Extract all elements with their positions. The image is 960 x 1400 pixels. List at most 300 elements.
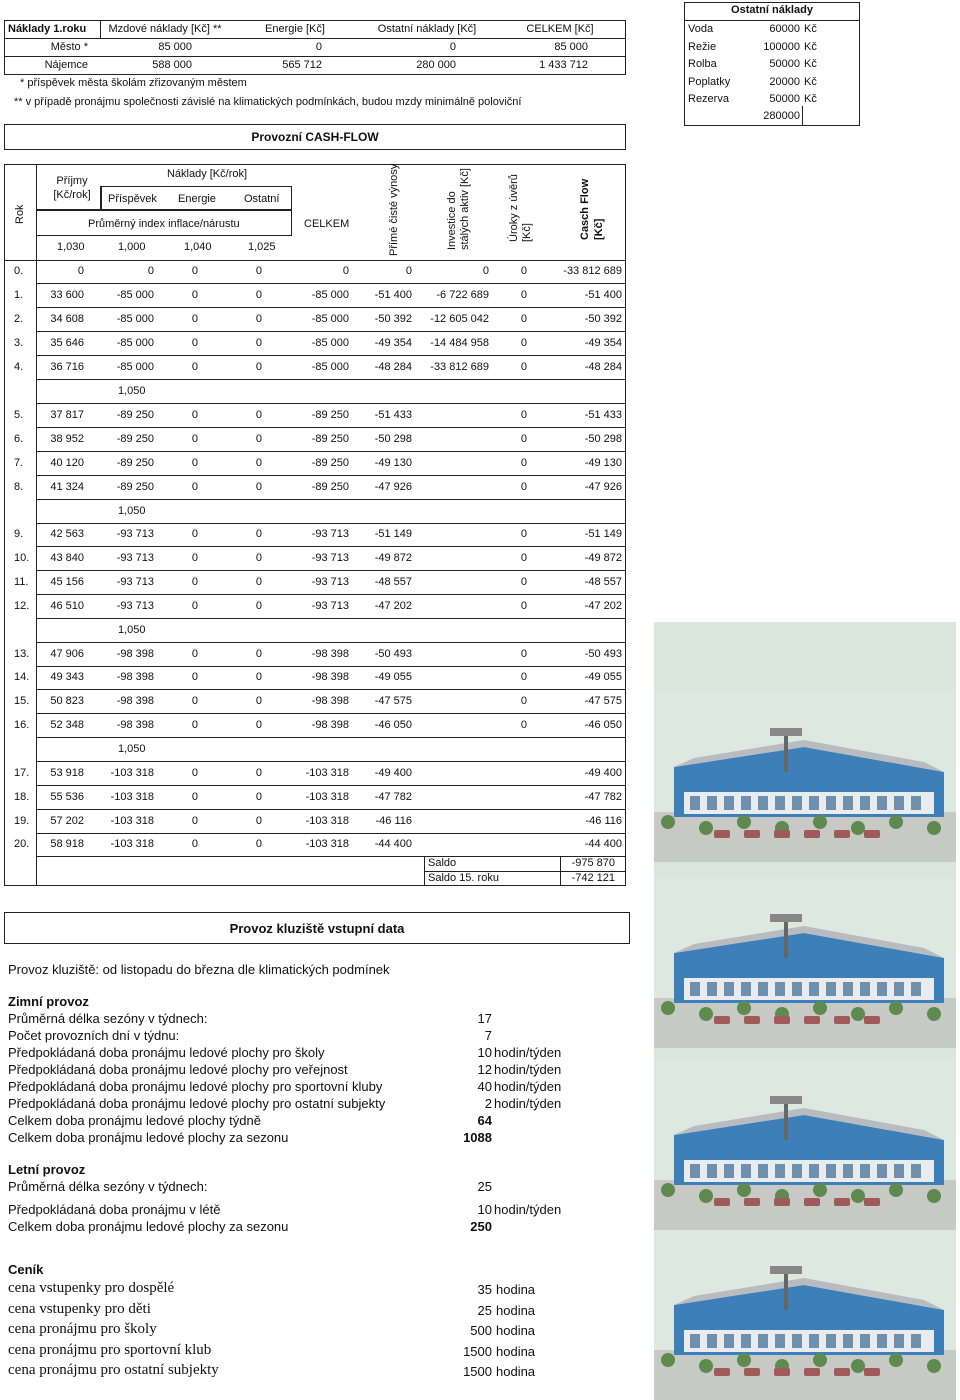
cashflow-cell: 0 xyxy=(191,361,198,373)
summary-cell: 0 xyxy=(315,41,322,53)
header-index-value: 1,000 xyxy=(118,241,146,253)
cashflow-cell: -51 433 xyxy=(584,409,622,421)
cashflow-cell: 0 xyxy=(255,695,262,707)
cashflow-row-line xyxy=(36,833,626,834)
cashflow-cell: -6 722 689 xyxy=(436,289,489,301)
cashflow-cell: 0 xyxy=(520,648,527,660)
other-costs-unit: Kč xyxy=(804,93,817,106)
cashflow-cell: -47 926 xyxy=(584,481,622,493)
cashflow-cell: -89 250 xyxy=(116,457,154,469)
header-index-value: 1,030 xyxy=(57,241,85,253)
summary-cell: 565 712 xyxy=(282,59,322,71)
cashflow-cell: 0 xyxy=(520,528,527,540)
cashflow-cell: -93 713 xyxy=(116,528,154,540)
cashflow-cell: -93 713 xyxy=(116,600,154,612)
cashflow-cell: 0 xyxy=(191,528,198,540)
cashflow-row-line xyxy=(36,355,626,356)
pricelist-row-label: cena pronájmu pro sportovní klub xyxy=(8,1341,212,1358)
cashflow-cell: -89 250 xyxy=(311,481,349,493)
cashflow-cell: 0 xyxy=(191,576,198,588)
cashflow-cell: 0 xyxy=(191,648,198,660)
cashflow-cell: -49 354 xyxy=(584,337,622,349)
other-costs-label: Poplatky xyxy=(688,75,731,88)
cashflow-row-line xyxy=(36,546,626,547)
winter-row-label: Počet provozních dní v týdnu: xyxy=(8,1028,180,1043)
cashflow-row-line xyxy=(36,809,626,810)
cashflow-cell: 13. xyxy=(14,648,30,660)
cashflow-mid-index: 1,050 xyxy=(118,385,146,397)
cashflow-cell: -93 713 xyxy=(311,576,349,588)
cashflow-cell: 36 716 xyxy=(50,361,84,373)
header-index: Průměrný index inflace/nárustu xyxy=(88,218,240,230)
winter-row-unit: hodin/týden xyxy=(494,1079,562,1094)
cashflow-cell: -85 000 xyxy=(116,361,154,373)
summary-cell: 280 000 xyxy=(416,59,456,71)
cashflow-row-line xyxy=(36,523,626,524)
cashflow-cell: -51 433 xyxy=(374,409,412,421)
header-prijmy-sub-box xyxy=(36,186,102,210)
cashflow-cell: -98 398 xyxy=(116,648,154,660)
winter-row-unit: hodin/týden xyxy=(494,1045,562,1060)
winter-row-unit: hodin/týden xyxy=(494,1062,562,1077)
summary-cell: 1 433 712 xyxy=(539,59,588,71)
pricelist-row-unit: hodina xyxy=(496,1323,536,1338)
cashflow-cell: -89 250 xyxy=(311,433,349,445)
cashflow-cell: -98 398 xyxy=(116,695,154,707)
cashflow-mid-index: 1,050 xyxy=(118,505,146,517)
cashflow-cell: 16. xyxy=(14,719,30,731)
cashflow-cell: -103 318 xyxy=(305,838,349,850)
other-costs-total-line xyxy=(802,106,803,126)
cashflow-cell: -89 250 xyxy=(311,457,349,469)
cashflow-cell: -47 202 xyxy=(584,600,622,612)
cashflow-cell: 0 xyxy=(255,648,262,660)
cashflow-row-line xyxy=(36,475,626,476)
cashflow-row-line xyxy=(36,713,626,714)
other-costs-unit: Kč xyxy=(804,40,817,53)
summary-header-4: CELKEM [Kč] xyxy=(526,23,594,35)
input-title-box xyxy=(4,912,630,944)
cashflow-cell: 0 xyxy=(191,265,198,277)
cashflow-cell: -47 782 xyxy=(584,791,622,803)
cashflow-cell: -85 000 xyxy=(311,337,349,349)
cashflow-cell: -103 318 xyxy=(110,767,154,779)
cashflow-cell: 0 xyxy=(191,289,198,301)
building-render xyxy=(654,692,956,862)
cashflow-cell: 0 xyxy=(520,289,527,301)
cashflow-cell: -103 318 xyxy=(305,767,349,779)
winter-row-value: 12 xyxy=(477,1062,492,1077)
cashflow-row-line xyxy=(36,379,626,380)
other-costs-value: 60000 xyxy=(769,23,800,35)
winter-total-week-value: 64 xyxy=(477,1113,492,1128)
summer-row-value: 25 xyxy=(477,1179,492,1194)
cashflow-cell: 14. xyxy=(14,671,30,683)
other-costs-value: 50000 xyxy=(769,58,800,71)
cashflow-cell: -103 318 xyxy=(305,815,349,827)
summer-total-season-label: Celkem doba pronájmu ledové plochy za sezonu xyxy=(8,1219,289,1234)
cashflow-header-line xyxy=(4,260,626,261)
winter-total-week-label: Celkem doba pronájmu ledové plochy týdně xyxy=(8,1113,261,1128)
cashflow-cell: -98 398 xyxy=(311,648,349,660)
cashflow-cell: 15. xyxy=(14,695,30,707)
cashflow-cell: -48 557 xyxy=(374,576,412,588)
winter-total-season-value: 1088 xyxy=(463,1130,492,1145)
summer-title: Letní provoz xyxy=(8,1162,86,1177)
cashflow-cell: 57 202 xyxy=(50,815,84,827)
header-energie: Energie xyxy=(178,193,216,205)
cashflow-cell: 0. xyxy=(14,265,24,277)
winter-row-label: Předpokládaná doba pronájmu ledové plochy pro sportovní kluby xyxy=(8,1079,383,1094)
saldo15-value: -742 121 xyxy=(571,872,615,884)
cashflow-cell: 41 324 xyxy=(50,481,84,493)
cashflow-cell: 53 918 xyxy=(50,767,84,779)
pricelist-row-label: cena pronájmu pro ostatní subjekty xyxy=(8,1362,219,1378)
summary-cell: 0 xyxy=(449,41,456,53)
cashflow-row-line xyxy=(36,331,626,332)
header-index-value: 1,025 xyxy=(248,241,276,253)
cashflow-cell: -89 250 xyxy=(311,409,349,421)
cashflow-cell: 1. xyxy=(14,289,24,301)
cashflow-cell: -98 398 xyxy=(311,671,349,683)
cashflow-cell: -50 298 xyxy=(374,433,412,445)
cashflow-cell: -93 713 xyxy=(116,552,154,564)
other-costs-value: 20000 xyxy=(769,75,800,88)
cashflow-cell: 0 xyxy=(255,600,262,612)
cashflow-cell: 0 xyxy=(520,719,527,731)
cashflow-cell: 20. xyxy=(14,838,30,850)
cashflow-cell: -98 398 xyxy=(116,671,154,683)
pricelist-row-value: 1500 xyxy=(463,1343,492,1359)
cashflow-cell: 0 xyxy=(520,552,527,564)
cashflow-cell: -49 400 xyxy=(584,767,622,779)
cashflow-cell: 9. xyxy=(14,528,24,540)
other-costs-title: Ostatní náklady xyxy=(731,4,813,16)
pricelist-row-label: cena vstupenky pro děti xyxy=(8,1300,151,1317)
cashflow-cell: 0 xyxy=(520,337,527,349)
cashflow-cell: 0 xyxy=(255,719,262,731)
cashflow-cell: 47 906 xyxy=(50,648,84,660)
cashflow-cell: 0 xyxy=(191,767,198,779)
summary-cell: Nájemce xyxy=(44,59,88,71)
cashflow-cell: 0 xyxy=(191,695,198,707)
cashflow-cell: 0 xyxy=(255,337,262,349)
pricelist-row-unit: hodina xyxy=(496,1282,536,1297)
cashflow-cell: -12 605 042 xyxy=(430,313,489,325)
cashflow-cell: -44 400 xyxy=(374,838,412,850)
pricelist-row-value: 35 xyxy=(477,1282,492,1297)
cashflow-cell: 0 xyxy=(520,265,527,277)
cashflow-cell: -47 575 xyxy=(584,695,622,707)
cashflow-cell: 7. xyxy=(14,457,24,469)
winter-row-label: Předpokládaná doba pronájmu ledové plochy pro školy xyxy=(8,1045,325,1060)
winter-title: Zimní provoz xyxy=(8,994,89,1009)
building-render xyxy=(654,878,956,1048)
cashflow-cell: -48 284 xyxy=(374,361,412,373)
cashflow-cell: 5. xyxy=(14,409,24,421)
cashflow-cell: -103 318 xyxy=(110,815,154,827)
cashflow-cell: 0 xyxy=(255,838,262,850)
cashflow-cell: 0 xyxy=(255,361,262,373)
cashflow-mid-index: 1,050 xyxy=(118,743,146,755)
cashflow-cell: -49 130 xyxy=(374,457,412,469)
summary-header-1: Mzdové náklady [Kč] ** xyxy=(108,23,222,35)
cashflow-cell: -50 392 xyxy=(374,313,412,325)
cashflow-cell: -51 149 xyxy=(374,528,412,540)
summer-row-label: Průměrná délka sezóny v týdnech: xyxy=(8,1179,208,1194)
building-render xyxy=(654,1230,956,1400)
cashflow-cell: 0 xyxy=(255,289,262,301)
summary-note-1: * příspěvek města školám zřizovaným městem xyxy=(20,77,247,89)
cashflow-cell: 0 xyxy=(482,265,489,277)
summary-cell: 85 000 xyxy=(554,41,588,53)
header-ostatni: Ostatní xyxy=(244,193,280,205)
summary-header-3: Ostatní náklady [Kč] xyxy=(377,23,477,35)
header-celkem: CELKEM xyxy=(304,218,350,230)
cashflow-cell: 0 xyxy=(191,838,198,850)
cashflow-cell: 46 510 xyxy=(50,600,84,612)
other-costs-value: 50000 xyxy=(769,93,800,106)
cashflow-cell: -89 250 xyxy=(116,481,154,493)
intro-text: Provoz kluziště: od listopadu do března dle klimatických podmínek xyxy=(8,962,390,977)
cashflow-cell: -85 000 xyxy=(116,337,154,349)
cashflow-cell: 17. xyxy=(14,767,30,779)
cashflow-cell: 0 xyxy=(520,313,527,325)
cashflow-cell: -103 318 xyxy=(110,838,154,850)
cashflow-cell: 0 xyxy=(191,433,198,445)
cashflow-cell: 0 xyxy=(255,671,262,683)
cashflow-cell: -50 298 xyxy=(584,433,622,445)
cashflow-row-line xyxy=(36,737,626,738)
cashflow-cell: -85 000 xyxy=(311,361,349,373)
header-prijmy: Příjmy [Kč/rok] xyxy=(53,175,91,201)
summary-cell: Město * xyxy=(50,41,88,53)
header-cash: Casch Flow [Kč] xyxy=(579,178,605,240)
cashflow-cell: 18. xyxy=(14,791,30,803)
summer-total-season-value: 250 xyxy=(470,1219,492,1234)
cashflow-mid-index: 1,050 xyxy=(118,624,146,636)
cashflow-cell: 37 817 xyxy=(50,409,84,421)
cashflow-row-line xyxy=(36,427,626,428)
cashflow-cell: 35 646 xyxy=(50,337,84,349)
cashflow-cell: -93 713 xyxy=(311,528,349,540)
cashflow-cell: 0 xyxy=(191,815,198,827)
cashflow-row-line xyxy=(36,499,626,500)
cashflow-cell: 0 xyxy=(191,457,198,469)
cashflow-title: Provozní CASH-FLOW xyxy=(251,130,379,144)
cashflow-cell: 0 xyxy=(520,671,527,683)
cashflow-cell: -51 149 xyxy=(584,528,622,540)
cashflow-cell: 11. xyxy=(14,576,29,588)
cashflow-cell: -49 055 xyxy=(584,671,622,683)
cashflow-cell: 0 xyxy=(255,815,262,827)
cashflow-cell: -14 484 958 xyxy=(430,337,489,349)
header-rok: Rok xyxy=(14,204,26,224)
cashflow-row-line xyxy=(36,761,626,762)
cashflow-cell: 3. xyxy=(14,337,24,349)
cashflow-cell: -46 050 xyxy=(584,719,622,731)
summer-row-value: 10 xyxy=(477,1202,492,1217)
cashflow-cell: -49 872 xyxy=(374,552,412,564)
pricelist-row-unit: hodina xyxy=(496,1364,536,1379)
pricelist-row-unit: hodina xyxy=(496,1343,536,1359)
header-index-box xyxy=(36,210,292,236)
cashflow-cell: -48 284 xyxy=(584,361,622,373)
cashflow-cell: -51 400 xyxy=(374,289,412,301)
cashflow-cell: 55 536 xyxy=(50,791,84,803)
cashflow-cell: -49 400 xyxy=(374,767,412,779)
summary-row-line xyxy=(4,38,626,39)
cashflow-cell: 0 xyxy=(147,265,154,277)
cashflow-cell: 52 348 xyxy=(50,719,84,731)
cashflow-cell: 12. xyxy=(14,600,30,612)
cashflow-cell: 0 xyxy=(191,337,198,349)
cashflow-cell: 0 xyxy=(520,361,527,373)
cashflow-cell: 0 xyxy=(255,409,262,421)
cashflow-cell: -98 398 xyxy=(311,695,349,707)
cashflow-cell: -85 000 xyxy=(311,289,349,301)
cashflow-cell: 0 xyxy=(255,576,262,588)
winter-row-label: Předpokládaná doba pronájmu ledové plochy pro veřejnost xyxy=(8,1062,348,1077)
cashflow-cell: -49 354 xyxy=(374,337,412,349)
other-costs-total: 280000 xyxy=(763,110,800,122)
cashflow-row-line xyxy=(36,689,626,690)
cashflow-cell: 0 xyxy=(255,433,262,445)
cashflow-cell: 33 600 xyxy=(50,289,84,301)
cashflow-cell: 0 xyxy=(191,791,198,803)
cashflow-cell: 0 xyxy=(255,552,262,564)
saldo-value: -975 870 xyxy=(571,857,615,869)
other-costs-unit: Kč xyxy=(804,58,817,71)
cashflow-cell: -85 000 xyxy=(116,289,154,301)
cashflow-row-line xyxy=(36,283,626,284)
cashflow-cell: 0 xyxy=(255,481,262,493)
cashflow-cell: 0 xyxy=(191,313,198,325)
cashflow-cell: -103 318 xyxy=(305,791,349,803)
cashflow-cell: -93 713 xyxy=(116,576,154,588)
input-title: Provoz kluziště vstupní data xyxy=(229,921,405,936)
cashflow-cell: -50 493 xyxy=(374,648,412,660)
winter-row-value: 10 xyxy=(477,1045,492,1060)
other-costs-label: Voda xyxy=(688,23,714,35)
cashflow-cell: 0 xyxy=(255,313,262,325)
cashflow-cell: 38 952 xyxy=(50,433,84,445)
other-costs-label: Rezerva xyxy=(688,93,729,106)
cashflow-cell: 0 xyxy=(77,265,84,277)
winter-row-unit: hodin/týden xyxy=(494,1096,562,1111)
winter-row-value: 40 xyxy=(477,1079,492,1094)
cashflow-cell: 0 xyxy=(191,481,198,493)
cashflow-row-line xyxy=(36,785,626,786)
cashflow-cell: 45 156 xyxy=(50,576,84,588)
winter-row-value: 2 xyxy=(484,1096,492,1111)
pricelist-row-value: 1500 xyxy=(463,1364,492,1379)
cashflow-cell: 0 xyxy=(520,457,527,469)
pricelist-row-value: 500 xyxy=(470,1323,492,1338)
cashflow-cell: 42 563 xyxy=(50,528,84,540)
cashflow-cell: 0 xyxy=(255,265,262,277)
winter-row-value: 17 xyxy=(477,1011,492,1026)
cashflow-cell: 0 xyxy=(342,265,349,277)
cashflow-row-line xyxy=(36,642,626,643)
cashflow-cell: -89 250 xyxy=(116,433,154,445)
cashflow-cell: 40 120 xyxy=(50,457,84,469)
cashflow-cell: -98 398 xyxy=(311,719,349,731)
cashflow-cell: 0 xyxy=(191,671,198,683)
cashflow-cell: 0 xyxy=(191,552,198,564)
cashflow-cell: 0 xyxy=(405,265,412,277)
cashflow-cell: -50 392 xyxy=(584,313,622,325)
cashflow-cell: -98 398 xyxy=(116,719,154,731)
cashflow-cell: 0 xyxy=(191,600,198,612)
summary-col-line xyxy=(100,20,101,38)
summary-note-2: ** v případě pronájmu společnosti závislé na klimatických podmínkách, budou mzdy minimálně poloviční xyxy=(14,96,522,108)
cashflow-cell: 19. xyxy=(14,815,30,827)
pricelist-row-unit: hodina xyxy=(496,1302,536,1318)
saldo15-label: Saldo 15. roku xyxy=(428,872,499,884)
summary-cell: 588 000 xyxy=(152,59,192,71)
cashflow-cell: -93 713 xyxy=(311,552,349,564)
cashflow-row-line xyxy=(36,594,626,595)
cashflow-row-line xyxy=(36,618,626,619)
cashflow-cell: 6. xyxy=(14,433,24,445)
saldo-label: Saldo xyxy=(428,857,457,869)
other-costs-label: Režie xyxy=(688,40,717,53)
cashflow-row-line xyxy=(36,307,626,308)
cashflow-cell: -46 116 xyxy=(375,815,412,827)
cashflow-cell: 0 xyxy=(520,576,527,588)
cashflow-cell: 0 xyxy=(520,695,527,707)
cashflow-cell: -85 000 xyxy=(311,313,349,325)
cashflow-cell: 0 xyxy=(191,719,198,731)
cashflow-cell: -47 575 xyxy=(374,695,412,707)
summary-header-0: Náklady 1.roku xyxy=(8,23,87,35)
cashflow-cell: -47 202 xyxy=(374,600,412,612)
cashflow-cell: 0 xyxy=(520,409,527,421)
cashflow-cell: -49 055 xyxy=(374,671,412,683)
winter-total-season-label: Celkem doba pronájmu ledové plochy za sezonu xyxy=(8,1130,289,1145)
cashflow-cell: -47 926 xyxy=(374,481,412,493)
cashflow-cell: -47 782 xyxy=(374,791,412,803)
other-costs-value: 100000 xyxy=(763,40,800,53)
winter-row-label: Průměrná délka sezóny v týdnech: xyxy=(8,1011,208,1026)
header-invest: Investice do stálých aktiv [Kč] xyxy=(446,168,471,250)
summary-row-line xyxy=(4,56,626,57)
cashflow-cell: -33 812 689 xyxy=(430,361,489,373)
cashflow-cell: 58 918 xyxy=(50,838,84,850)
cashflow-cell: 0 xyxy=(520,481,527,493)
cashflow-cell: 50 823 xyxy=(50,695,84,707)
cashflow-cell: -89 250 xyxy=(116,409,154,421)
cashflow-cell: 43 840 xyxy=(50,552,84,564)
cashflow-cell: -49 130 xyxy=(584,457,622,469)
header-naklady: Náklady [Kč/rok] xyxy=(166,168,248,180)
cashflow-row-line xyxy=(36,451,626,452)
pricelist-row-label: cena pronájmu pro školy xyxy=(8,1321,157,1337)
cashflow-row-line xyxy=(36,570,626,571)
winter-row-label: Předpokládaná doba pronájmu ledové plochy pro ostatní subjekty xyxy=(8,1096,386,1111)
summary-header-2: Energie [Kč] xyxy=(265,23,325,35)
cashflow-cell: 0 xyxy=(255,767,262,779)
cashflow-cell: -85 000 xyxy=(116,313,154,325)
cashflow-cell: -44 400 xyxy=(584,838,622,850)
cashflow-cell: -46 116 xyxy=(585,815,622,827)
cashflow-cell: 8. xyxy=(14,481,24,493)
summer-row-unit: hodin/týden xyxy=(494,1202,562,1217)
cashflow-cell: -50 493 xyxy=(584,648,622,660)
cashflow-title-box xyxy=(4,124,626,150)
cashflow-cell: 4. xyxy=(14,361,24,373)
